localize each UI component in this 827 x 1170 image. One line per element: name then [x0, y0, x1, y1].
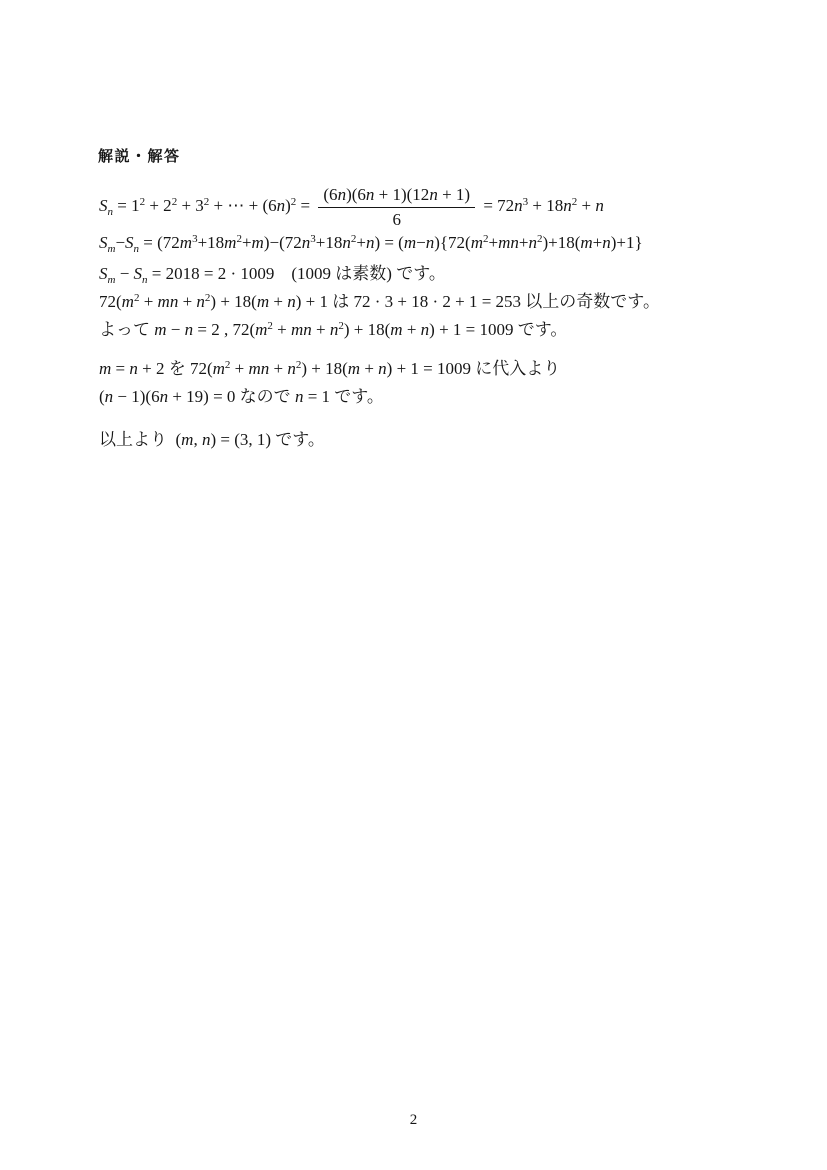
conclusion-block — [99, 427, 325, 452]
section-heading: 解説・解答 — [98, 148, 181, 165]
formula-odd-number-bound: $72(m^2$ + mn + $n^2) + 18(m + n) + 1$ は 72 · 3 + 18 · 2 + 1 = 253 以上の奇数です。 — [99, 292, 660, 311]
formula-final-answer: 以上より (m, n) = (3, 1) です。 — [99, 430, 325, 449]
formula-quadratic-solution: (n − 1)(6n + 19) = 0 なので n = 1 です。 — [99, 387, 384, 406]
derivation-block-sum-formula — [99, 184, 643, 258]
formula-2018-prime-factorization: $S_m - S_n = 2018 = 2 \cdot 1009$ (1009 は素数) です。 — [99, 264, 446, 286]
derivation-block-substitution — [99, 356, 560, 409]
formula-sn-sum-of-squares: $S_n = 1^2 + 2^2 + 3^2$ + ⋯ + $(6n)^2$ = $\frac{(6n)(6n + 1)(12n + 1)}{6}$ = $72n^3 + 18n^2 + n$ — [99, 185, 604, 230]
derivation-block-2018-factorization — [99, 261, 660, 345]
formula-m-minus-n-equals-2: よって m − n = 2 , $72(m^2$ + mn + $n^2) + 18(m + n) + 1 = 1009$ です。 — [99, 320, 568, 339]
formula-sm-minus-sn-factored: $S_m-S_n = (72m^3+18m^2+m)-(72n^3+18n^2+n) = (m-n)\{72(m^2+mn+n^2)+18(m+n)+1\}$ — [99, 233, 643, 256]
page-number: 2 — [409, 1112, 418, 1128]
formula-substitute-m-equals-n-plus-2: m = n + 2 を $72(m^2$ + mn + $n^2) + 18(m + n) + 1 = 1009$ に代入より — [99, 359, 561, 378]
